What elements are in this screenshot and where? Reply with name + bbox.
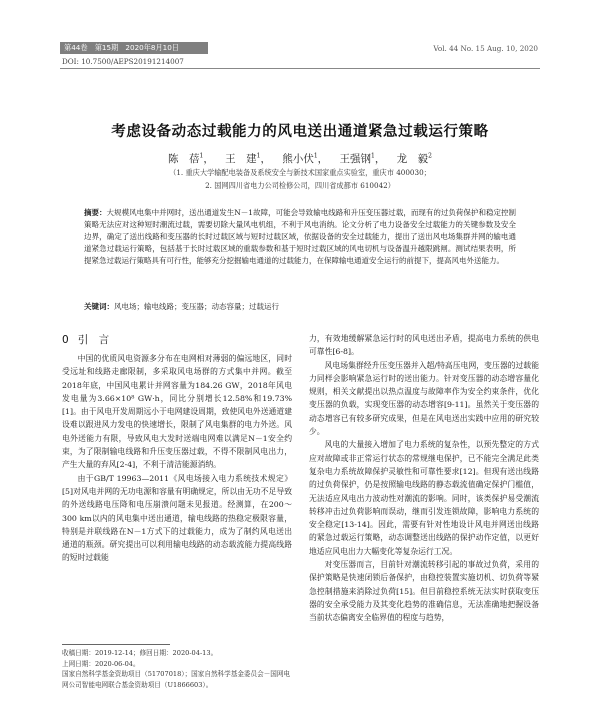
keywords-text: 风电场；输电线路；变压器；动态容量；过载运行 [114, 302, 279, 311]
abstract-text: 大规模风电集中并网时，送出通道发生N－1故障，可能会导致输电线路和升压变压器过载，而现有的过负荷保护和稳定控制策略无法应对这种短时潮流过载，需要切除大量风电机组，不利于风电消纳。论文分析了电力设备安全过载能力的关键参数及安全边界，确定了送出线路和变压器的长时过载区域与短时过载区域，依据设备的安全过载能力，提出了送出风电场集群并网的输电通道紧急过载运行策略，包括基于长时过载区域的重载参数和基于短时过载区域的风电切机与设备温升越限跳闸。测试结果表明，所提紧急过载运行策略具有可行性，能够充分挖掘输电通道的过载能力，在保障输电通道安全运行的前提下，提高风电外送能力。 [84, 208, 516, 265]
footnote-received: 收稿日期：2019-12-14；修回日期：2020-04-13。 [62, 649, 218, 657]
footnote-funding: 国家自然科学基金资助项目（51707018）；国家自然科学基金委员会－国网电网公司智能电网联合基金资助项目（U1866603）。 [62, 670, 291, 689]
paragraph: 力，有效地缓解紧急运行时的风电送出矛盾，提高电力系统的供电可靠性[6-8]。 [309, 334, 539, 357]
author-name: 陈 蓓 [167, 153, 200, 165]
keywords [84, 301, 516, 313]
left-column [62, 352, 292, 565]
author-name: 龙 毅 [396, 153, 429, 165]
author-list: 陈 蓓$^1$， 王 建$^1$， 熊小伏$^1$， 王强钢$^1$， 龙 毅$^2$ [167, 152, 432, 165]
footnote-rule [62, 644, 170, 645]
footnote-online: 上网日期：2020-06-04。 [62, 659, 140, 668]
header-rule [60, 68, 540, 69]
journal-issue: 第44卷 第15期 2020年8月10日 [64, 43, 179, 52]
footnotes [62, 648, 292, 690]
right-column [309, 332, 539, 625]
paragraph: 对变压器而言，目前针对潮流转移引起的事故过负荷，采用的保护策略是快速闭锁后备保护，由稳控装置实施切机、切负荷等紧急控制措施来消除过负荷[15]。但目前稳控系统无法实时获取变压器的安全承受能力及其变化趋势的准确信息，无法准确地把握设备当前状态偏离安全临界值的程度与趋势， [309, 560, 539, 623]
doi[interactable]: DOI: 10.7500/AEPS20191214007 [62, 57, 184, 66]
journal-issue-english: Vol. 44 No. 15 Aug. 10, 2020 [433, 44, 538, 53]
author-name: 熊小伏 [282, 153, 314, 165]
paragraph: 风电场集群经升压变压器并入超/特高压电网，变压器的过载能力同样会影响紧急运行时的送出能力。针对变压器的动态增容量化规则，相关文献提出以热点温度与故障率作为安全约束条件，优化变压器的负载，实现变压器的动态增容[9-11]。虽然关于变压器的动态增容已有较多研究成果，但是在风电送出实践中应用的研究较少。 [309, 360, 539, 437]
section-heading: 0 引 言 [62, 334, 110, 346]
author-name: 王 建 [225, 153, 257, 165]
paragraph: 由于GB/T 19963—2011《风电场接入电力系统技术规定》[5]对风电并网的无功电源和容量有明确规定，所以由无功不足导致的外送线路电压降和电压崩溃问题未见报道。经测算，在200～300 km以内的风电集中送出通道，输电线路的热稳定极限容量，特别是并联线路在N－1方式下的过载能力，成为了制约风电送出通道的瓶颈。研究提出可以利用输电线路的动态载流能力提高线路的短时过载能 [62, 473, 292, 563]
abstract-label: 摘要： [84, 208, 107, 217]
paper-title: 考虑设备动态过载能力的风电送出通道紧急过载运行策略 [111, 124, 489, 140]
abstract [84, 207, 516, 267]
paragraph: 中国的优质风电资源多分布在电网相对薄弱的偏远地区，同时受远址和线路走廊限制，多采取风电场群的方式集中并网。截至2018年底，中国风电累计并网容量为184.26 GW，2018年风电发电量为3.66×10⁸ GW·h，同比分别增长12.58%和19.73%[1]。由于风电开发周期远小于电网建设周期，致使风电外送通道建设难以跟进风力发电的快速增长，限制了风电集群的电力外送。风电外送能力有限，导致风电大发时送端电网难以满足N－1安全约束，为了限制输电线路和升压变压器过载，不得不限制风电出力，产生大量的弃风[2-4]，不利于清洁能源消纳。 [62, 354, 292, 470]
paragraph: 风电的大量接入增加了电力系统的复杂性，以预先整定的方式应对故障或非正常运行状态的常规继电保护，已不能完全满足此类复杂电力系统故障保护灵敏性和可靠性要求[12]。但现有送出线路的过负荷保护，仍是按照输电线路的静态载流值确定保护门槛值，无法适应风电出力波动性对潮流的影响。同时，该类保护易受潮流转移冲击过负荷影响而误动，继而引发连锁故障，影响电力系统的安全稳定[13-14]。因此，需要有针对性地设计风电并网送出线路的紧急过载运行策略，动态调整送出线路的保护动作定值，以更好地适应风电出力大幅变化等复杂运行工况。 [309, 440, 539, 556]
keywords-label: 关键词： [84, 302, 114, 311]
affiliation-2: 2. 国网四川省电力公司检修公司，四川省成都市 610042） [205, 181, 395, 190]
affiliation-1: （1. 重庆大学输配电装备及系统安全与新技术国家重点实验室，重庆市 400030； [169, 168, 431, 177]
author-name: 王强钢 [339, 153, 371, 165]
